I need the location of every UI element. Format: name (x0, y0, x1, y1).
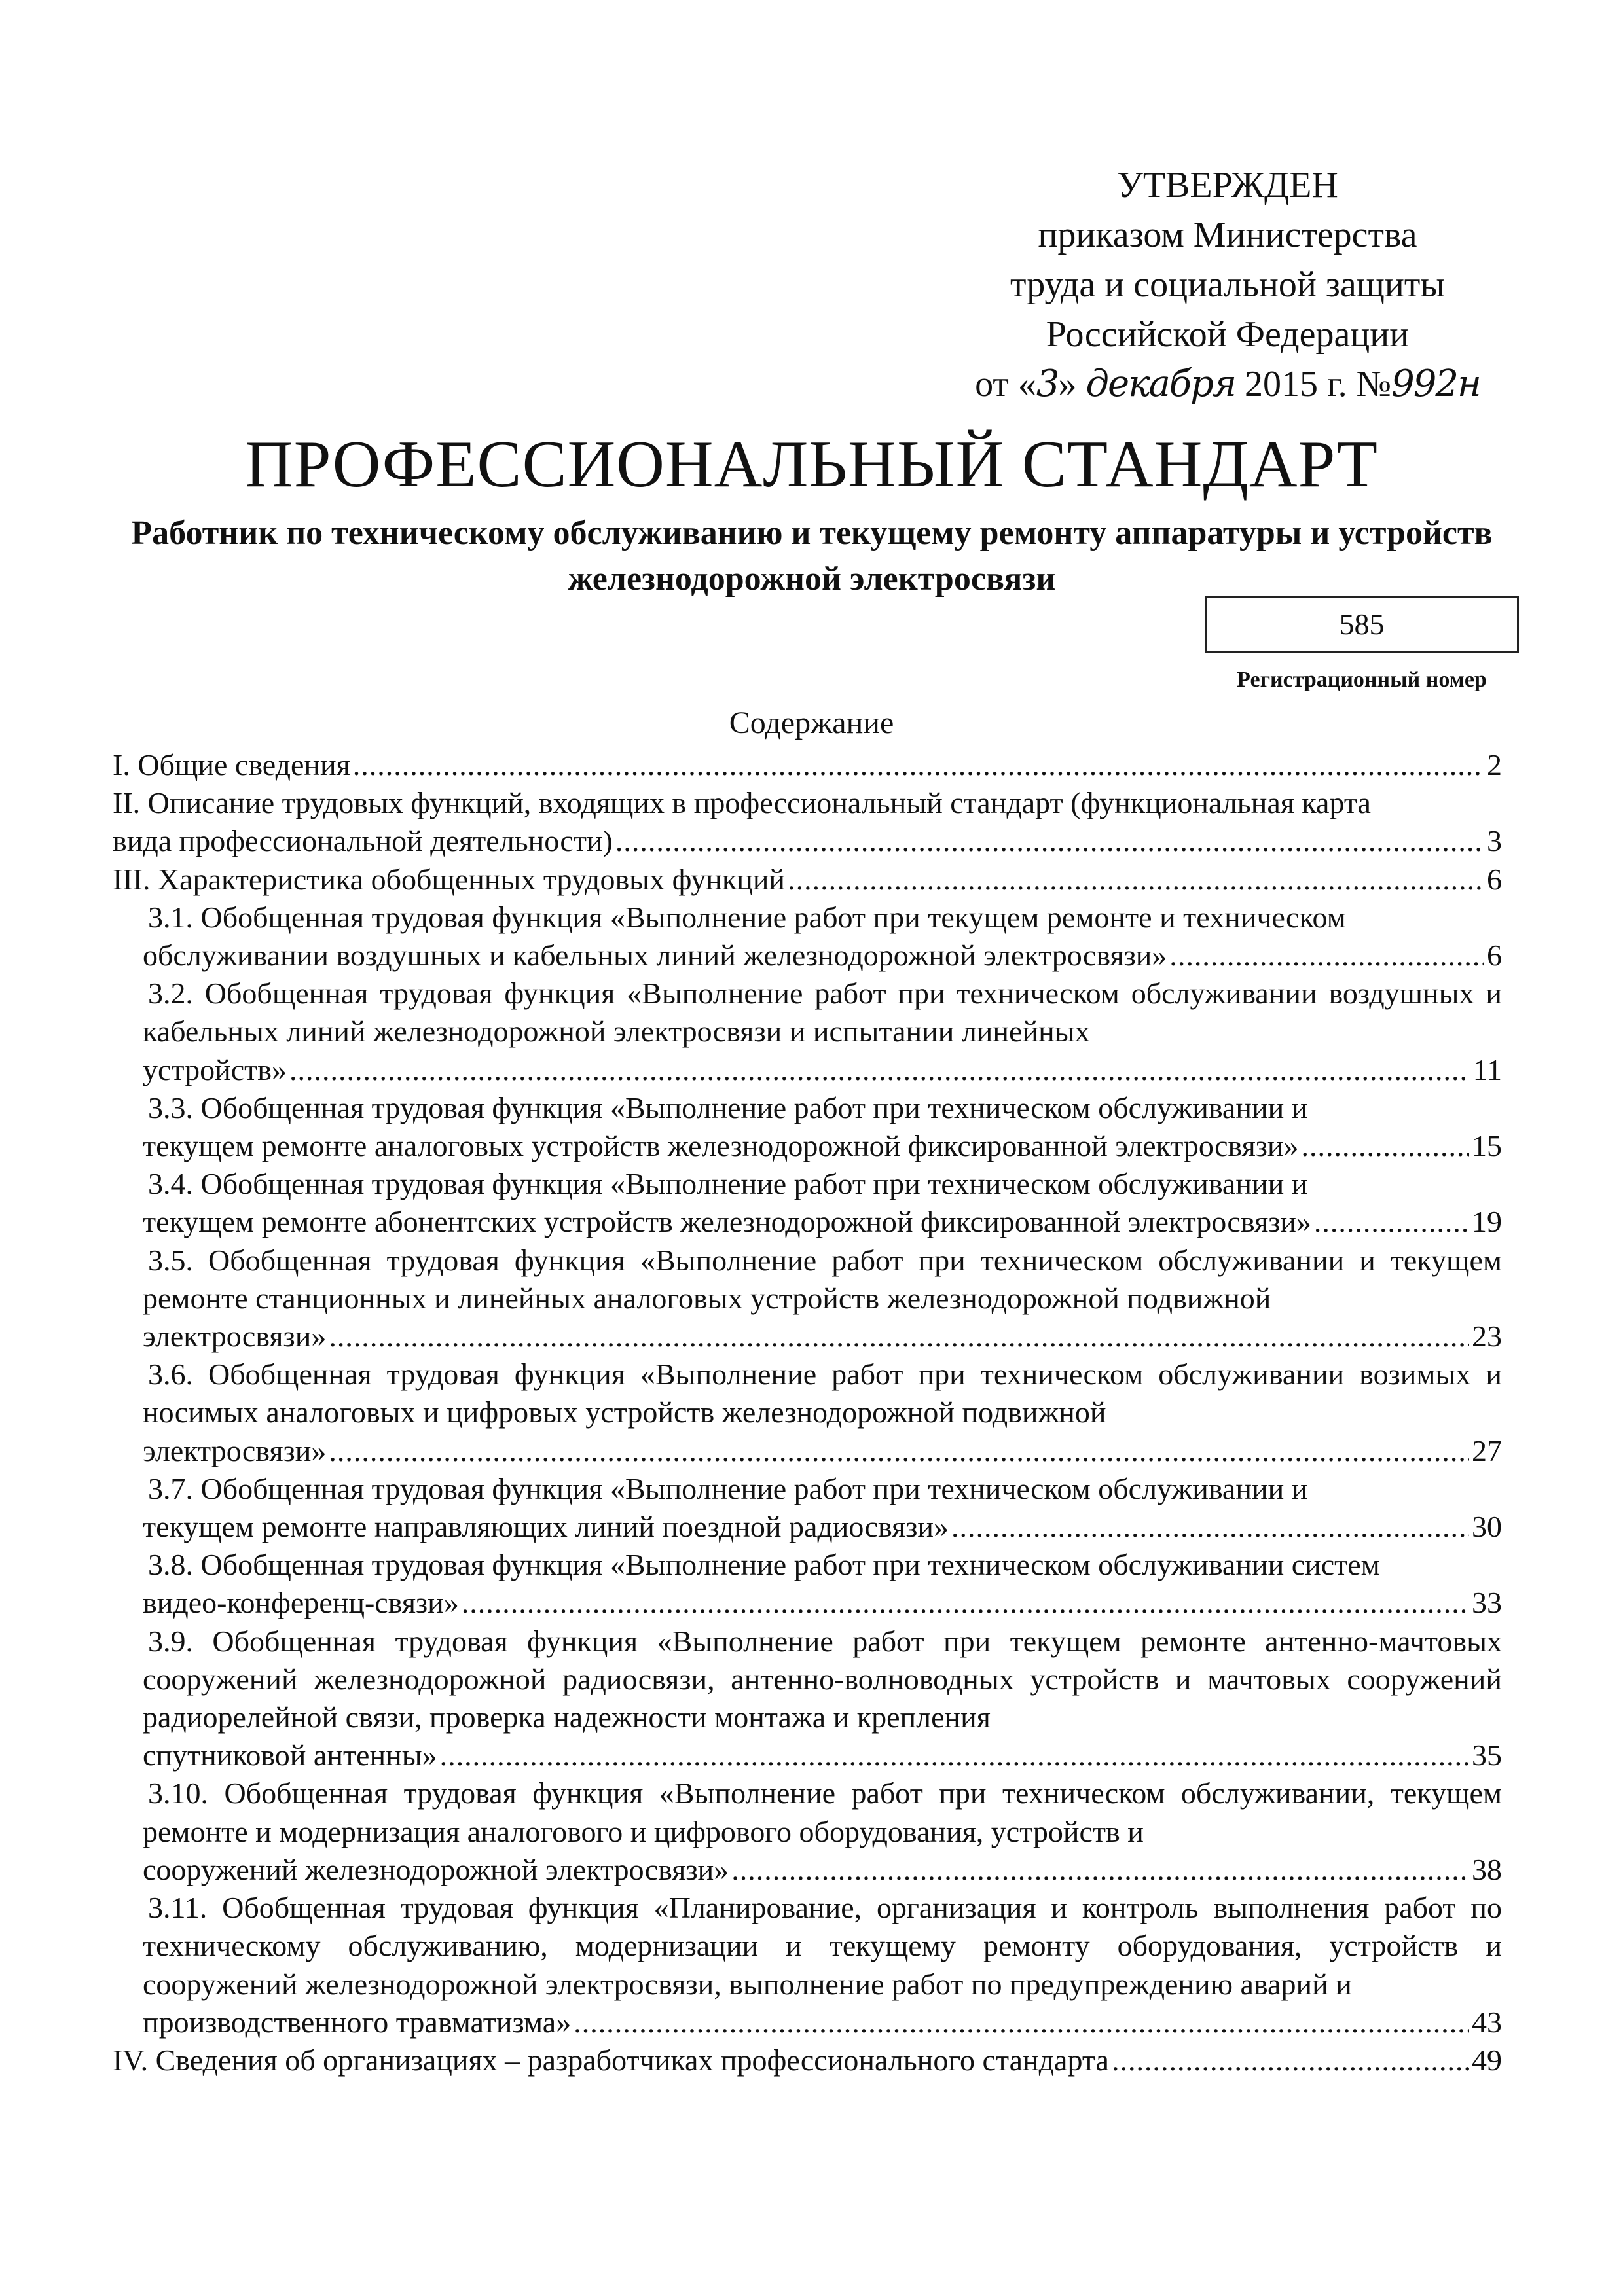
toc-entry-3-10 (143, 1774, 1502, 1889)
toc-leader-dots (1112, 2041, 1469, 2079)
toc-entry-title-end: сооружений железнодорожной электросвязи» (143, 1852, 729, 1886)
toc-entry-title-end: спутниковой антенны» (143, 1738, 437, 1772)
date-month-handwritten: декабря (1085, 363, 1236, 405)
approval-date-line (949, 359, 1506, 409)
date-day-handwritten: 3 (1036, 363, 1059, 405)
toc-entry-title: 3.2. Обобщенная трудовая функция «Выполнение работ при техническом обслуживании воздушных и кабельных линий железнодорожной электросвязи и испытании линейных (143, 977, 1502, 1049)
toc-entry-section-4 (113, 2041, 1502, 2079)
toc-entry-title: 3.5. Обобщенная трудовая функция «Выполнение работ при техническом обслуживании и текущем ремонте станционных и линейных аналоговых устройств железнодорожной подвижной (143, 1243, 1502, 1315)
date-mid: » (1058, 364, 1077, 404)
toc-entry-title: 3.6. Обобщенная трудовая функция «Выполнение работ при техническом обслуживании возимых и носимых аналоговых и цифровых устройств железнодорожной подвижной (143, 1357, 1502, 1429)
toc-leader-dots (788, 861, 1484, 899)
order-number-handwritten: 992н (1391, 363, 1480, 405)
toc-leader-dots (289, 1051, 1470, 1089)
toc-entry-title-end: электросвязи» (143, 1433, 327, 1467)
toc-leader-dots (1169, 937, 1484, 975)
toc-page-number: 49 (1472, 2043, 1502, 2077)
toc-entry-3-4 (143, 1165, 1502, 1241)
toc-page-number: 35 (1472, 1738, 1502, 1772)
toc-entry-title: 3.8. Обобщенная трудовая функция «Выполнение работ при техническом обслуживании систем (148, 1548, 1380, 1582)
registration-number-box (1205, 596, 1519, 653)
toc-page-number: 11 (1472, 1052, 1502, 1086)
document-title: ПРОФЕССИОНАЛЬНЫЙ СТАНДАРТ (245, 427, 1378, 501)
toc-leader-dots (440, 1736, 1469, 1774)
toc-leader-dots (951, 1508, 1469, 1546)
toc-entry-3-6 (143, 1355, 1502, 1470)
toc-page-number: 6 (1487, 939, 1502, 973)
toc-leader-dots (329, 1318, 1469, 1355)
toc-page-number: 15 (1472, 1129, 1502, 1163)
toc-page-number: 38 (1472, 1852, 1502, 1886)
registration-number-label: Регистрационный номер (1237, 668, 1487, 692)
toc-entry-section-2 (113, 784, 1502, 860)
toc-entry-title: I. Общие сведения (113, 748, 350, 781)
toc-page-number: 23 (1472, 1319, 1502, 1354)
toc-entry-title: 3.3. Обобщенная трудовая функция «Выполнение работ при техническом обслуживании и (148, 1090, 1308, 1124)
toc-entry-title: IV. Сведения об организациях – разработчиках профессионального стандарта (113, 2043, 1109, 2077)
date-year: 2015 г. № (1245, 364, 1392, 404)
toc-leader-dots (615, 822, 1484, 860)
toc-entry-3-3 (143, 1089, 1502, 1165)
toc-page-number: 6 (1487, 862, 1502, 896)
toc-page-number: 33 (1472, 1586, 1502, 1620)
toc-entry-3-2 (143, 975, 1502, 1089)
approval-line-ministry: труда и социальной защиты (1010, 264, 1445, 305)
toc-entry-3-5 (143, 1242, 1502, 1356)
toc-leader-dots (1314, 1203, 1469, 1241)
toc-entry-title: 3.7. Обобщенная трудовая функция «Выполнение работ при техническом обслуживании и (148, 1471, 1308, 1505)
toc-entry-title: 3.9. Обобщенная трудовая функция «Выполнение работ при текущем ремонте антенно-мачтовых сооружений железнодорожной радиосвязи, антенно-волноводных устройств и мачтовых сооружений радиорелейной связи, проверка надежности монтажа и крепления (143, 1624, 1502, 1734)
toc-leader-dots (731, 1851, 1469, 1889)
approval-heading: УТВЕРЖДЕН (1117, 165, 1338, 206)
toc-entry-title-end: устройств» (143, 1052, 287, 1086)
toc-entry-title: 3.4. Обобщенная трудовая функция «Выполнение работ при техническом обслуживании и (148, 1167, 1308, 1201)
toc-page-number: 30 (1472, 1510, 1502, 1544)
toc-entry-3-11 (143, 1889, 1502, 2041)
toc-leader-dots (353, 746, 1484, 784)
toc-page-number: 43 (1472, 2005, 1502, 2039)
toc-entry-title: 3.11. Обобщенная трудовая функция «Планирование, организация и контроль выполнения работ по техническому обслуживанию, модернизации и текущему ремонту оборудования, устройств и сооружений железнодорожной электросвязи, выполнение работ по предупреждению аварий и (143, 1891, 1502, 2001)
toc-leader-dots (1302, 1127, 1469, 1165)
toc-entry-title-end: производственного травматизма» (143, 2005, 572, 2039)
toc-page-number: 19 (1472, 1205, 1502, 1239)
toc-entry-section-1 (113, 746, 1502, 784)
registration-number: 585 (1339, 607, 1385, 641)
table-of-contents (113, 746, 1502, 2079)
toc-leader-dots (329, 1432, 1469, 1470)
toc-entry-title-end: видео-конференц-связи» (143, 1586, 459, 1620)
toc-entry-3-1 (143, 899, 1502, 975)
toc-entry-title-end: текущем ремонте абонентских устройств железнодорожной фиксированной электросвязи» (143, 1205, 1311, 1239)
toc-page-number: 27 (1472, 1433, 1502, 1467)
toc-entry-title: 3.10. Обобщенная трудовая функция «Выполнение работ при техническом обслуживании, текущем ремонте и модернизация аналогового и цифрового оборудования, устройств и (143, 1776, 1502, 1848)
date-prefix: от « (975, 364, 1036, 404)
toc-entry-title: 3.1. Обобщенная трудовая функция «Выполнение работ при текущем ремонте и техническом (148, 900, 1346, 934)
approval-line-order: приказом Министерства (1038, 215, 1417, 255)
toc-page-number: 2 (1487, 748, 1502, 781)
toc-entry-section-3 (113, 861, 1502, 899)
toc-entry-title: II. Описание трудовых функций, входящих в профессиональный стандарт (функциональная карта (113, 786, 1371, 820)
approval-block (949, 160, 1506, 409)
toc-entry-title-end: вида профессиональной деятельности) (113, 824, 613, 858)
toc-entry-title: III. Характеристика обобщенных трудовых функций (113, 862, 786, 896)
toc-leader-dots (574, 2003, 1469, 2041)
approval-line-federation: Российской Федерации (1046, 314, 1410, 355)
toc-heading: Содержание (729, 706, 894, 740)
toc-leader-dots (462, 1584, 1469, 1622)
toc-entry-title-end: текущем ремонте направляющих линий поездной радиосвязи» (143, 1510, 949, 1544)
toc-entry-3-7 (143, 1470, 1502, 1546)
document-subtitle: Работник по техническому обслуживанию и текущему ремонту аппаратуры и устройств железнодорожной электросвязи (131, 514, 1493, 598)
toc-entry-title-end: обслуживании воздушных и кабельных линий железнодорожной электросвязи» (143, 939, 1167, 973)
toc-entry-3-9 (143, 1623, 1502, 1775)
toc-entry-3-8 (143, 1546, 1502, 1622)
toc-page-number: 3 (1487, 824, 1502, 858)
toc-entry-title-end: текущем ремонте аналоговых устройств железнодорожной фиксированной электросвязи» (143, 1129, 1299, 1163)
toc-entry-title-end: электросвязи» (143, 1319, 327, 1354)
